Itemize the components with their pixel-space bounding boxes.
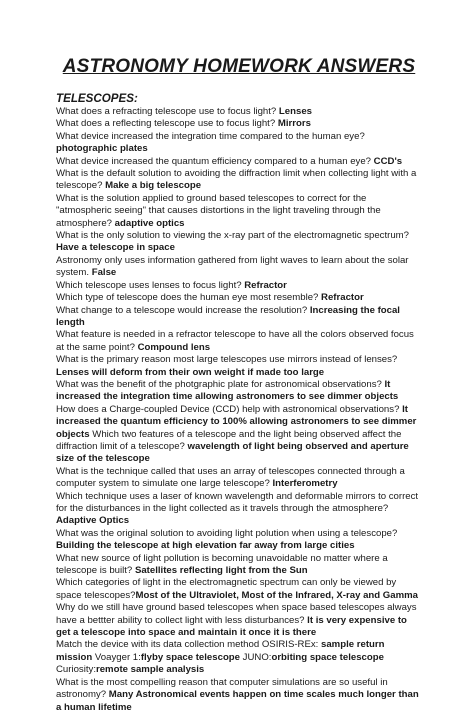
question-text: How does a Charge-coupled Device (CCD) help with astronomical observations? — [56, 403, 403, 415]
question-text: JUNO: — [240, 651, 272, 663]
answer-text: Lenses will deform from their own weight if made too large — [56, 366, 325, 378]
answer-text: Mirrors — [277, 118, 311, 130]
answer-text: It increased the integration time allowing astronomers to see dimmer objects — [56, 378, 399, 403]
qa-item — [56, 255, 422, 280]
question-text: Curiosity: — [56, 664, 96, 676]
question-text: What was the original solution to avoiding light polution when using a telescope? — [56, 527, 398, 539]
question-text: Which two features of a telescope and the light being observed affect the diffraction limit of a telescope? — [56, 428, 402, 452]
question-text: What is the solution applied to ground based telescopes to correct for the "atmospheric seeing" that causes distortions in the light traveling through the atmosphere? — [56, 192, 381, 229]
answer-text: Increasing the focal length — [56, 304, 400, 328]
qa-item — [56, 305, 422, 330]
document-title: ASTRONOMY HOMEWORK ANSWERS — [62, 56, 416, 77]
qa-item — [56, 193, 422, 230]
answer-text: sample return mission — [56, 639, 385, 663]
qa-item — [56, 131, 422, 156]
answer-text: photographic plates — [56, 143, 148, 155]
answer-text: Adaptive Optics — [56, 515, 130, 527]
qa-item — [56, 677, 422, 714]
qa-item — [56, 528, 422, 553]
qa-item — [56, 106, 422, 118]
qa-item — [56, 168, 422, 193]
question-text: What is the default solution to avoiding the diffraction limit when collecting light with a telescope? — [56, 168, 417, 192]
qa-item — [56, 466, 422, 491]
answer-text: wavelength of light being observed and aperture size of the telescope — [56, 440, 409, 465]
answer-text: Make a big telescope — [105, 180, 202, 192]
qa-item — [56, 577, 422, 602]
answer-text: adaptive optics — [114, 217, 185, 229]
answer-text: Most of the Ultraviolet, Most of the Infrared, X-ray and Gamma — [135, 589, 418, 601]
answer-text: Refractor — [321, 292, 364, 304]
question-text: Which categories of light in the electromagnetic spectrum can only be viewed by space telescopes? — [56, 577, 397, 601]
answer-text: CCD's — [373, 155, 403, 167]
qa-item — [56, 602, 422, 639]
qa-item — [56, 292, 422, 304]
answer-text: It is very expensive to get a telescope into space and maintain it once it is there — [56, 614, 407, 639]
question-text: What new source of light pollution is becoming unavoidable no matter where a telescope is built? — [56, 552, 388, 577]
qa-item — [56, 230, 422, 255]
question-text: Which type of telescope does the human eye most resemble? — [56, 292, 322, 304]
answer-text: flyby space telescope — [140, 651, 240, 663]
question-text: What device increased the quantum efficiency compared to a human eye? — [56, 155, 374, 167]
answer-text: False — [91, 267, 117, 279]
question-text: Astronomy only uses information gathered from light waves to learn about the solar system. — [56, 254, 409, 279]
qa-item — [56, 404, 422, 466]
question-text: What is the technique called that uses an array of telescopes connected through a computer system to simulate one large telescope? — [56, 465, 405, 490]
question-text: Which telescope uses lenses to focus light? — [56, 279, 245, 291]
qa-item — [56, 156, 422, 168]
question-text: What is the only solution to viewing the x-ray part of the electromagnetic spectrum? — [56, 230, 410, 242]
answer-text: orbiting space telescope — [271, 651, 384, 663]
qa-item — [56, 354, 422, 379]
qa-item — [56, 639, 422, 676]
question-text: What is the primary reason most large telescopes use mirrors instead of lenses? — [56, 354, 398, 366]
question-text: Which technique uses a laser of known wavelength and deformable mirrors to correct for the disturbances in the light collected as it travels through the atmosphere? — [56, 490, 419, 514]
qa-item — [56, 280, 422, 292]
qa-item — [56, 379, 422, 404]
question-text: What is the most compelling reason that computer simulations are so useful in astronomy? — [56, 676, 388, 701]
question-text: What feature is needed in a refractor telescope to have all the colors observed focus at the same point? — [56, 329, 414, 353]
answer-text: Many Astronomical events happen on time scales much longer than a human lifetime — [56, 689, 419, 713]
question-text: What device increased the integration time compared to the human eye? — [56, 130, 365, 142]
answer-text: Interferometry — [272, 478, 338, 490]
answer-text: Have a telescope in space — [56, 242, 175, 254]
answer-text: Compound lens — [137, 341, 211, 353]
qa-item — [56, 329, 422, 354]
answer-text: Lenses — [278, 106, 312, 117]
answer-text: Refractor — [244, 279, 287, 291]
question-text: What was the benefit of the photgraphic plate for astronomical observations? — [56, 378, 385, 390]
answer-text: Building the telescope at high elevation far away from large cities — [56, 540, 355, 552]
qa-item — [56, 118, 422, 130]
qa-list — [56, 106, 422, 714]
qa-item — [56, 553, 422, 578]
qa-item — [56, 491, 422, 528]
answer-text: Satellites reflecting light from the Sun — [134, 565, 308, 577]
question-text: Voayger 1: — [92, 651, 141, 663]
section-heading: TELESCOPES: — [56, 92, 138, 105]
question-text: What does a reflecting telescope use to focus light? — [56, 118, 278, 130]
question-text: What change to a telescope would increase the resolution? — [56, 304, 310, 316]
answer-text: It increased the quantum efficiency to 100% allowing astronomers to see dimmer objects — [56, 403, 417, 440]
question-text: Match the device with its data collection method OSIRIS-REx: — [56, 639, 322, 651]
question-text: What does a refracting telescope use to focus light? — [56, 106, 279, 117]
question-text: Why do we still have ground based telescopes when space based telescopes always have a bettter ability to collect light with less disturbances? — [56, 602, 417, 626]
answer-text: remote sample analysis — [95, 664, 205, 676]
